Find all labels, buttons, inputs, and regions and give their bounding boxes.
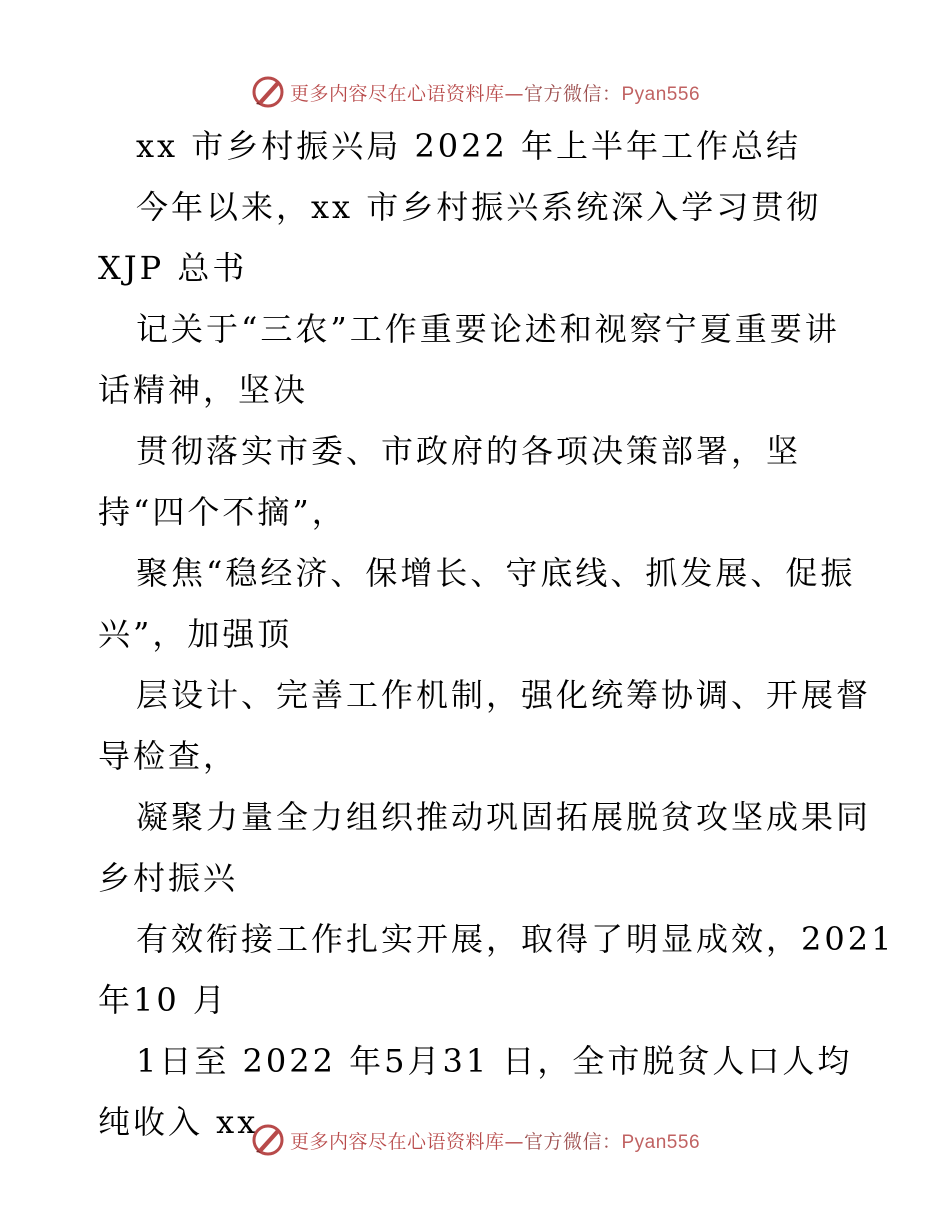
paragraph-line: 今年以来，xx 市乡村振兴系统深入学习贯彻 (136, 188, 822, 226)
watermark-label: 官方微信： (523, 82, 622, 105)
watermark-dash: — (504, 82, 524, 105)
paragraph-line: 层设计、完善工作机制，强化统筹协调、开展督 (136, 676, 872, 714)
watermark-id: Pyan556 (621, 83, 701, 105)
footer-watermark (0, 1118, 950, 1162)
paragraph-line: 凝聚力量全力组织推动巩固拓展脱贫攻坚成果同 (136, 798, 872, 836)
paragraph-line: 聚焦“稳经济、保增长、守底线、抓发展、促振 (136, 554, 856, 592)
pen-logo-icon (250, 74, 286, 110)
paragraph-line: 兴”，加强顶 (98, 615, 293, 653)
watermark-site-name: 更多内容尽在心语资料库 (289, 1130, 505, 1153)
watermark-id: Pyan556 (621, 1131, 701, 1153)
paragraph-line: 1日至 2022 年5月31 日，全市脱贫人口人均 (136, 1042, 853, 1080)
paragraph-line: 话精神，坚决 (98, 371, 309, 409)
pen-logo-icon (250, 1122, 286, 1158)
watermark-text (290, 1127, 700, 1154)
paragraph-line: 导检查， (98, 737, 239, 775)
paragraph-line: 乡村振兴 (98, 859, 239, 897)
header-watermark (0, 70, 950, 114)
paragraph-line: 有效衔接工作扎实开展，取得了明显成效，2021 (136, 920, 895, 958)
document-title: xx 市乡村振兴局 2022 年上半年工作总结 (136, 127, 802, 165)
paragraph-line: 持“四个不摘”， (98, 493, 347, 531)
paragraph-line: 记关于“三农”工作重要论述和视察宁夏重要讲 (136, 310, 840, 348)
paragraph-line: 纯收入 xx (98, 1103, 259, 1141)
watermark-text (290, 79, 700, 106)
paragraph-line: XJP 总书 (98, 249, 248, 287)
paragraph-line: 贯彻落实市委、市政府的各项决策部署，坚 (136, 432, 802, 470)
paragraph-line: 年10 月 (98, 981, 228, 1019)
document-body (98, 116, 895, 1153)
watermark-label: 官方微信： (523, 1130, 622, 1153)
watermark-site-name: 更多内容尽在心语资料库 (289, 82, 505, 105)
watermark-dash: — (504, 1130, 524, 1153)
